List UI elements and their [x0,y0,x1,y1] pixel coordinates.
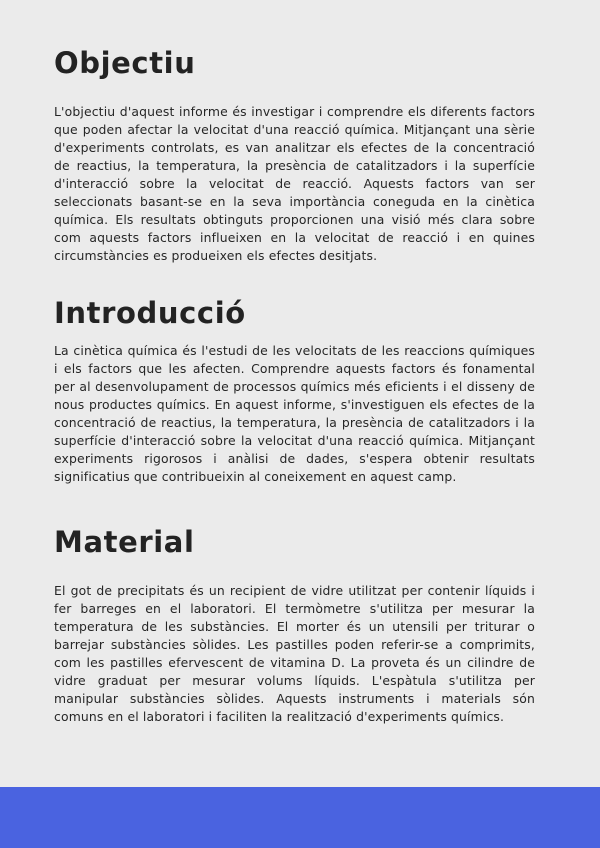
section-body-objectiu: L'objectiu d'aquest informe és investigar i comprendre els diferents factors que poden afectar la velocitat d'una reacció química. Mitjançant una sèrie d'experiments controlats, es van analitzar els efectes de la concentració de reactius, la temperatura, la presència de catalitzadors i la superfície d'interacció sobre la velocitat de reacció. Aquests factors van ser seleccionats basant-se en la seva importància coneguda en la cinètica química. Els resultats obtinguts proporcionen una visió més clara sobre com aquests factors influeixen en la velocitat de reacció i en quines circumstàncies es produeixen els efectes desitjats. [54,104,535,264]
section-title-objectiu: Objectiu [54,46,196,80]
section-body-introduccio: La cinètica química és l'estudi de les velocitats de les reaccions químiques i els factors que les afecten. Comprendre aquests factors és fonamental per al desenvolupament de processos químics més eficients i el disseny de nous productes químics. En aquest informe, s'investiguen els efectes de la concentració de reactius, la temperatura, la presència de catalitzadors i la superfície d'interacció sobre la velocitat d'una reacció química. Mitjançant experiments rigorosos i anàlisi de dades, s'espera obtenir resultats significatius que contribueixin al coneixement en aquest camp. [54,343,535,485]
section-title-introduccio: Introducció [54,296,246,330]
footer-band [0,787,600,848]
section-title-material: Material [54,525,195,559]
section-body-material: El got de precipitats és un recipient de vidre utilitzat per contenir líquids i fer barreges en el laboratori. El termòmetre s'utilitza per mesurar la temperatura de les substàncies. El morter és un utensili per triturar o barrejar substàncies sòlides. Les pastilles poden referir-se a comprimits, com les pastilles efervescent de vitamina D. La proveta és un cilindre de vidre graduat per mesurar volums líquids. L'espàtula s'utilitza per manipular substàncies sòlides. Aquests instruments i materials són comuns en el laboratori i faciliten la realització d'experiments químics. [54,583,535,725]
